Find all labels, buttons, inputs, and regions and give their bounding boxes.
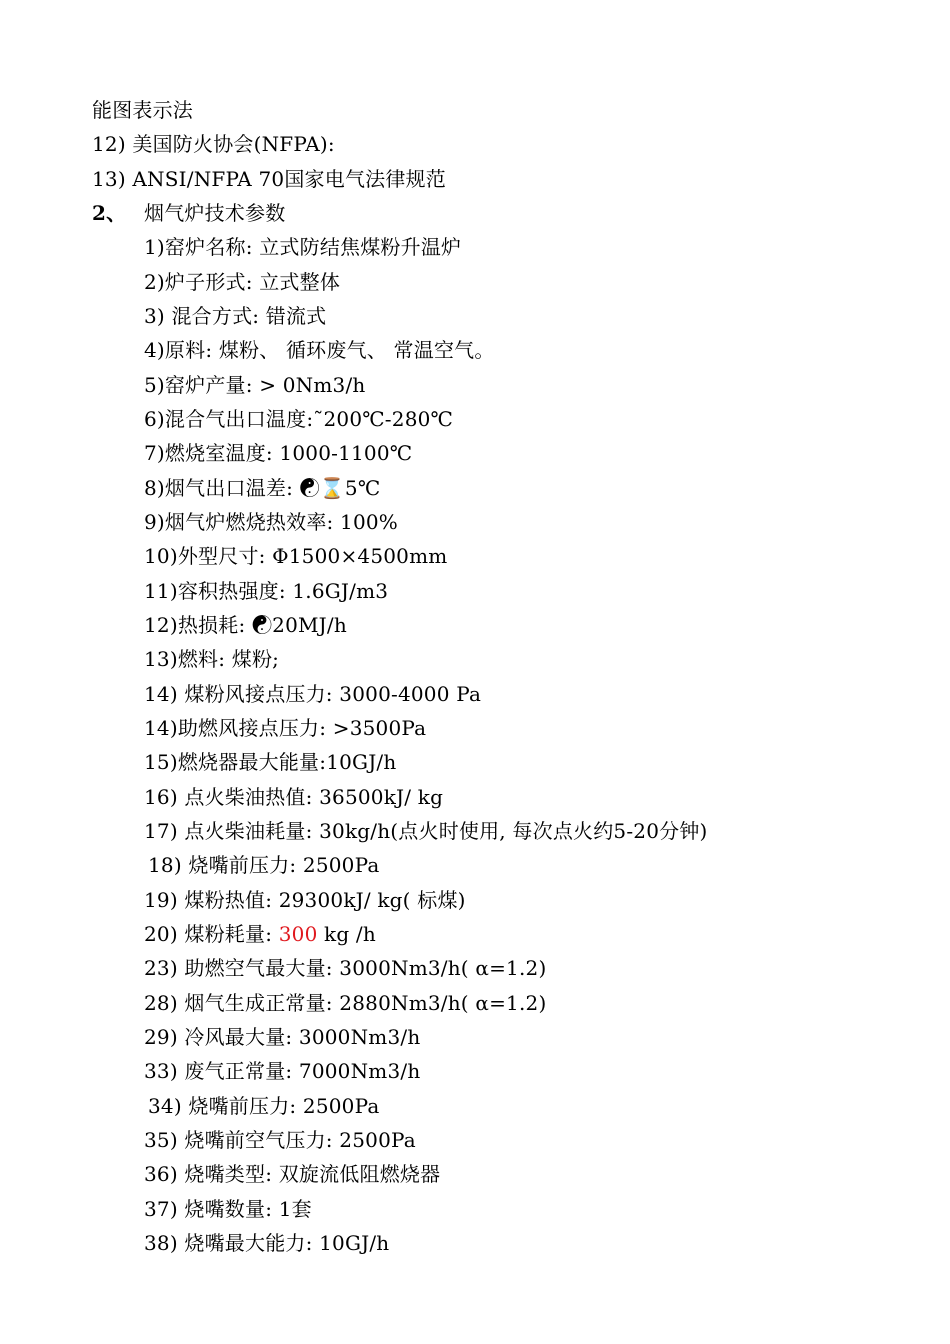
- text-line: 能图表示法: [92, 98, 193, 122]
- highlighted-value: 300: [278, 922, 318, 946]
- param-line: 5)窑炉产量: > 0Nm3/h: [144, 373, 366, 397]
- param-line: 36) 烧嘴类型: 双旋流低阻燃烧器: [144, 1162, 441, 1186]
- param-line: 7)燃烧室温度: 1000-1100℃: [144, 441, 413, 465]
- param-line: 11)容积热强度: 1.6GJ/m3: [144, 579, 389, 603]
- param-line: 23) 助燃空气最大量: 3000Nm3/h( α=1.2): [144, 956, 547, 980]
- param-line: 35) 烧嘴前空气压力: 2500Pa: [144, 1128, 416, 1152]
- param-line: 28) 烟气生成正常量: 2880Nm3/h( α=1.2): [144, 991, 547, 1015]
- param-line: 14) 煤粉风接点压力: 3000-4000 Pa: [144, 682, 482, 706]
- param-unit: kg /h: [317, 922, 376, 946]
- standard-item-12: 12) 美国防火协会(NFPA):: [92, 132, 335, 156]
- param-line: 10)外型尺寸: Φ1500×4500mm: [144, 544, 448, 568]
- param-line: 37) 烧嘴数量: 1套: [144, 1197, 312, 1221]
- param-line: 8)烟气出口温差: ☯⌛5℃: [144, 476, 381, 500]
- section-title: 烟气炉技术参数: [144, 201, 286, 225]
- section-number: 2、: [92, 201, 127, 225]
- section-heading: [92, 198, 285, 228]
- param-line: 34) 烧嘴前压力: 2500Pa: [148, 1094, 380, 1118]
- param-line: 9)烟气炉燃烧热效率: 100%: [144, 510, 399, 534]
- param-line: 3) 混合方式: 错流式: [144, 304, 327, 328]
- param-line: 12)热损耗: ☯20MJ/h: [144, 613, 347, 637]
- param-line: 33) 废气正常量: 7000Nm3/h: [144, 1059, 421, 1083]
- param-line: 14)助燃风接点压力: >3500Pa: [144, 716, 427, 740]
- param-line: 29) 冷风最大量: 3000Nm3/h: [144, 1025, 421, 1049]
- param-line: 2)炉子形式: 立式整体: [144, 270, 341, 294]
- param-line: 6)混合气出口温度:˜200℃-280℃: [144, 407, 454, 431]
- param-line-coal-consumption: [144, 919, 376, 949]
- param-line: 16) 点火柴油热值: 36500kJ/ kg: [144, 785, 444, 809]
- param-line: 17) 点火柴油耗量: 30kg/h(点火时使用, 每次点火约5-20分钟): [144, 819, 708, 843]
- param-line: 38) 烧嘴最大能力: 10GJ/h: [144, 1231, 390, 1255]
- param-line: 18) 烧嘴前压力: 2500Pa: [148, 853, 380, 877]
- param-line: 4)原料: 煤粉、 循环废气、 常温空气。: [144, 338, 495, 362]
- param-line: 1)窑炉名称: 立式防结焦煤粉升温炉: [144, 235, 462, 259]
- standard-item-13: 13) ANSI/NFPA 70国家电气法律规范: [92, 167, 446, 191]
- param-line: 19) 煤粉热值: 29300kJ/ kg( 标煤): [144, 888, 466, 912]
- param-label: 20) 煤粉耗量:: [144, 922, 279, 946]
- param-line: 13)燃料: 煤粉;: [144, 647, 280, 671]
- param-line: 15)燃烧器最大能量:10GJ/h: [144, 750, 397, 774]
